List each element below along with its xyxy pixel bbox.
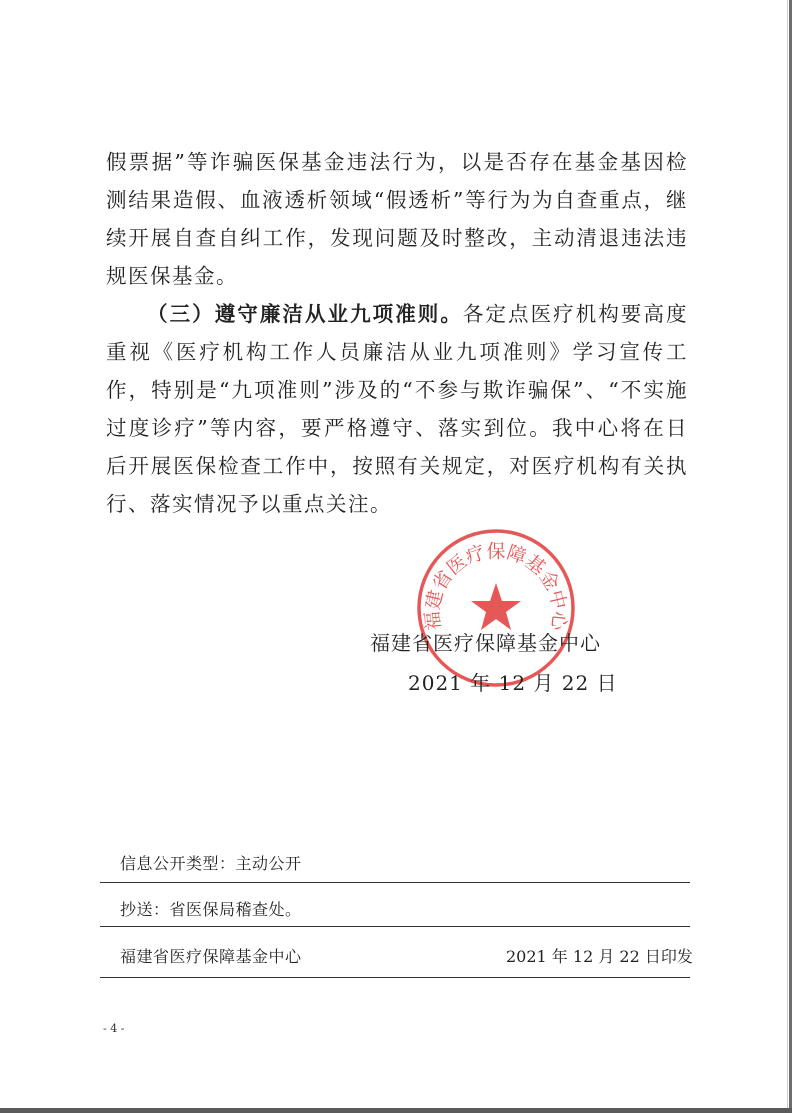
issue-date: 2021 年 12 月 22 日印发 bbox=[506, 947, 693, 966]
disclosure-type: 信息公开类型：主动公开 bbox=[120, 854, 302, 873]
signature-date: 2021 年 12 月 22 日 bbox=[408, 671, 618, 695]
paragraph-1: 假票据”等诈骗医保基金违法行为，以是否存在基金基因检测结果造假、血液透析领域“假透析”等行为为自查重点，继续开展自查自纠工作，发现问题及时整改，主动清退违法违规医保基金。 bbox=[106, 150, 688, 288]
section-heading: （三）遵守廉洁从业九项准则。 bbox=[147, 302, 463, 326]
footer-rule-middle bbox=[100, 926, 690, 927]
footer-rule-bottom bbox=[100, 977, 690, 978]
cc-line: 抄送：省医保局稽查处。 bbox=[120, 900, 302, 919]
paragraph-2 bbox=[106, 295, 688, 523]
page-number: - 4 - bbox=[103, 1022, 125, 1035]
scan-edge-bottom bbox=[0, 1108, 792, 1113]
paragraph-2-body: 各定点医疗机构要高度重视《医疗机构工作人员廉洁从业九项准则》学习宣传工作，特别是“九项准则”涉及的“不参与欺诈骗保”、“不实施过度诊疗”等内容，要严格遵守、落实到位。我中心将在日后开展医保检查工作中，按照有关规定，对医疗机构有关执行、落实情况予以重点关注。 bbox=[106, 302, 689, 516]
document-body bbox=[106, 143, 688, 523]
official-seal bbox=[415, 527, 577, 689]
scan-edge-right-inner bbox=[787, 0, 788, 1113]
seal-star-icon bbox=[471, 583, 521, 630]
issuer: 福建省医疗保障基金中心 bbox=[120, 947, 302, 966]
footer-rule-top bbox=[100, 882, 690, 883]
signer-organization: 福建省医疗保障基金中心 bbox=[370, 631, 601, 655]
seal-text: 福建省医疗保障基金中心 bbox=[421, 540, 571, 632]
